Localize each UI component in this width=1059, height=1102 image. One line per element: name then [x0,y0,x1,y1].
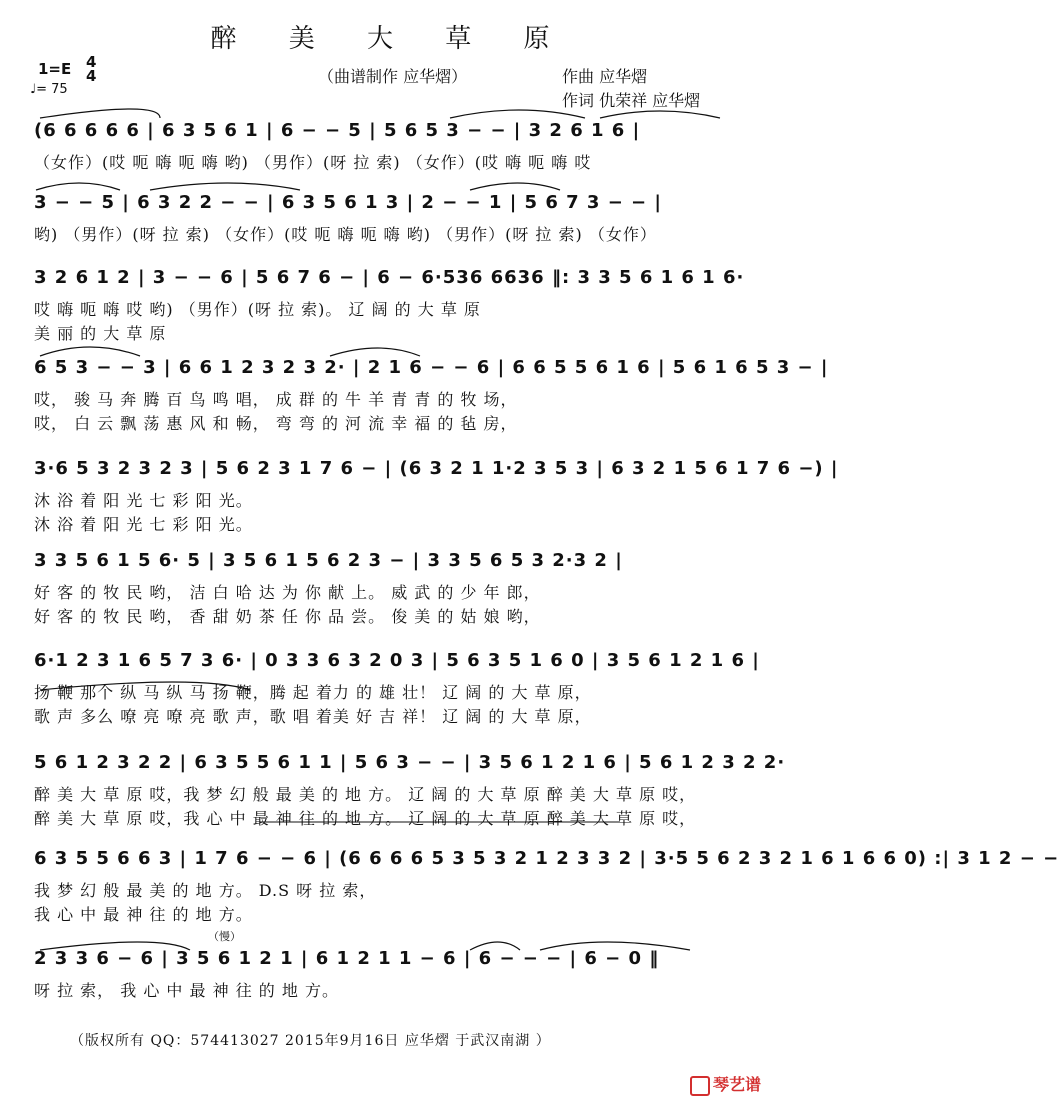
slur [470,183,560,190]
notation-row: 6 5 3 − − 3 | 6 6 1 2 3 2 3 2· | 2 1 6 − − 6 | 6 6 5 5 6 1 6 | 5 6 1 6 5 3 − | [34,357,829,378]
lyric-line: 美 丽 的 大 草 原 [34,324,167,343]
lyricist-credit: 作词 仇荣祥 应华熠 [562,91,701,110]
notation-row: 3 3 5 6 1 5 6· 5 | 3 5 6 1 5 6 2 3 − | 3 3 5 6 5 3 2·3 2 | [34,550,623,571]
notation-row: 2 3 3 6 − 6 | 3 5 6 1 2 1 | 6 1 2 1 1 − 6 | 6 − − − | 6 − 0 ‖ [34,948,660,969]
notation-row: 3·6 5 3 2 3 2 3 | 5 6 2 3 1 7 6 − | (6 3 2 1 1·2 3 5 3 | 6 3 2 1 5 6 1 7 6 −) | [34,458,839,479]
slur [40,682,250,690]
lyric-line: 扬 鞭 那个 纵 马 纵 马 扬 鞭，腾 起 着力 的 雄 壮！ 辽 阔 的 大 草 原， [34,683,592,702]
lyric-line: 醉 美 大 草 原 哎，我 梦 幻 般 最 美 的 地 方。 辽 阔 的 大 草 原 醉 美 大 草 原 哎， [34,785,697,804]
copyright-footer: （版权所有 QQ：574413027 2015年9月16日 应华熠 于武汉南湖 ） [70,1033,551,1049]
slur [40,942,190,950]
lyric-line: 好 客 的 牧 民 哟， 洁 白 哈 达 为 你 献 上。 威 武 的 少 年 郎， [34,583,541,602]
lyric-line: 哎， 白 云 飘 荡 惠 风 和 畅， 弯 弯 的 河 流 幸 福 的 毡 房， [34,414,518,433]
notation-row: (6 6 6 6 6 | 6 3 5 6 1 | 6 − − 5 | 5 6 5 3 − − | 3 2 6 1 6 | [34,120,641,141]
notation-row: 3 2 6 1 2 | 3 − − 6 | 5 6 7 6 − | 6 − 6·536 6636 ‖: 3 3 5 6 1 6 1 6· [34,267,745,288]
notation-row: 5 6 1 2 3 2 2 | 6 3 5 5 6 1 1 | 5 6 3 − − | 3 5 6 1 2 1 6 | 5 6 1 2 3 2 2· [34,752,786,773]
slur [330,348,420,356]
composer-credit: 作曲 应华熠 [562,67,648,86]
slur [40,347,140,356]
slow-marking: （慢） [208,930,241,943]
key-signature: 1=E [38,60,72,78]
lyric-line: 好 客 的 牧 民 哟， 香 甜 奶 茶 任 你 品 尝。 俊 美 的 姑 娘 哟， [34,607,541,626]
slur [450,110,585,118]
lyric-line: （女作）(哎 呃 嗨 呃 嗨 哟) （男作）(呀 拉 索) （女作）(哎 嗨 呃 嗨 哎 [34,153,592,172]
lyric-line: 呀 拉 索， 我 心 中 最 神 往 的 地 方。 [34,981,339,1000]
notation-row: 6 3 5 5 6 6 3 | 1 7 6 − − 6 | (6 6 6 6 5 3 5 3 2 1 2 3 3 2 | 3·5 5 6 2 3 2 1 6 1 6 6 0) :| 3 1 2 − − [34,848,1059,869]
lyric-line: 哎 嗨 呃 嗨 哎 哟) （男作）(呀 拉 索)。 辽 阔 的 大 草 原 [34,300,481,319]
slur [36,183,120,190]
lyric-line: 我 梦 幻 般 最 美 的 地 方。 D.S 呀 拉 索， [34,881,377,900]
song-title: 醉 美 大 草 原 [210,24,572,54]
lyric-line: 歌 声 多么 嘹 亮 嘹 亮 歌 声，歌 唱 着美 好 吉 祥！ 辽 阔 的 大 草 原， [34,707,592,726]
lyric-line: 沐 浴 着 阳 光 七 彩 阳 光。 [34,515,253,534]
lyric-line: 哎， 骏 马 奔 腾 百 鸟 鸣 唱， 成 群 的 牛 羊 青 青 的 牧 场， [34,390,518,409]
time-numerator: 4 [86,53,97,71]
logo-text: 琴艺谱 [713,1075,762,1094]
notation-row: 6·1 2 3 1 6 5 7 3 6· | 0 3 3 6 3 2 0 3 | 5 6 3 5 1 6 0 | 3 5 6 1 2 1 6 | [34,650,760,671]
lyric-line: 我 心 中 最 神 往 的 地 方。 [34,905,253,924]
slur [600,111,720,118]
slur [470,942,520,950]
lyric-line: 哟) （男作）(呀 拉 索) （女作）(哎 呃 嗨 呃 嗨 哟) （男作）(呀 拉 索) （女作） [34,225,657,244]
tempo-marking: ♩= 75 [30,82,68,97]
lyric-line: 沐 浴 着 阳 光 七 彩 阳 光。 [34,491,253,510]
slur [150,183,300,190]
score-maker: （曲谱制作 应华熠） [318,67,468,86]
notation-row: 3 − − 5 | 6 3 2 2 − − | 6 3 5 6 1 3 | 2 − − 1 | 5 6 7 3 − − | [34,192,662,213]
lyric-line: 醉 美 大 草 原 哎，我 心 中 最 神 往 的 地 方。 辽 阔 的 大 草 原 醉 美 大 草 原 哎， [34,809,697,828]
slur [540,942,690,950]
time-denominator: 4 [86,67,97,85]
slur [40,109,160,118]
